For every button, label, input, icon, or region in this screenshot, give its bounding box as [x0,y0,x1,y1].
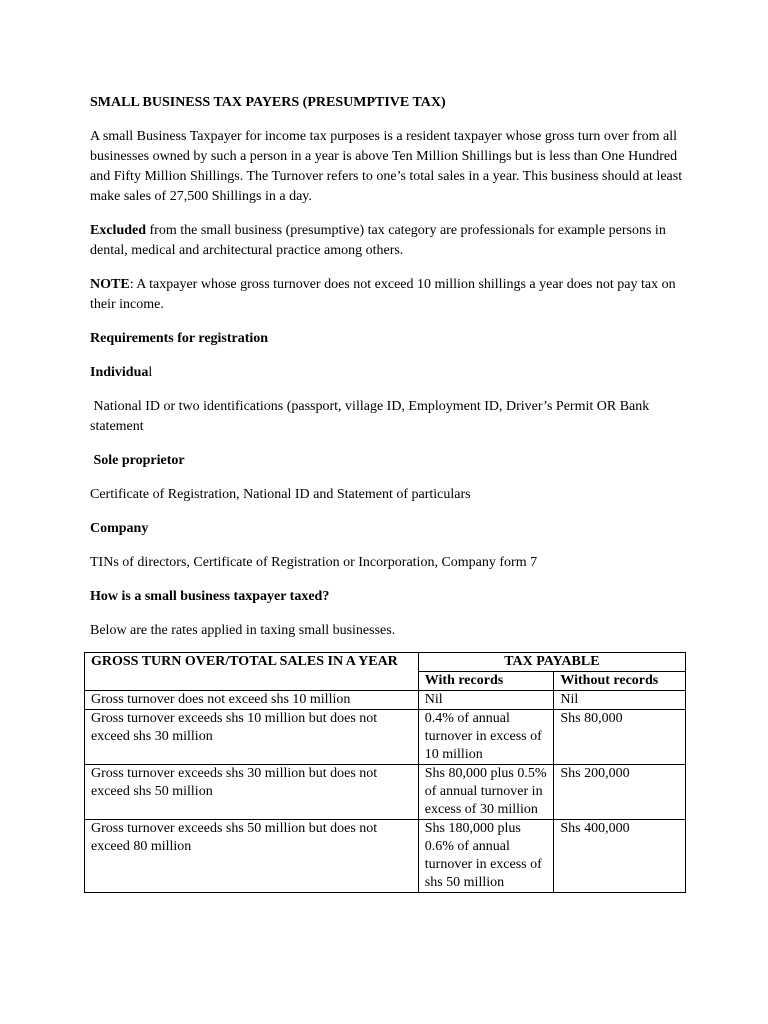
row-turnover: Gross turnover exceeds shs 50 million but does not exceed 80 million [85,820,419,893]
note-text: : A taxpayer whose gross turnover does not exceed 10 million shillings a year does not pay tax on their income. [90,277,676,312]
individual-heading: Individual [90,365,153,380]
excluded-lead: Excluded [90,223,147,238]
table-row [85,820,686,893]
tax-rates-table [84,652,686,893]
individual-text: National ID or two identifications (passport, village ID, Employment ID, Driver’s Permit OR Bank statement [90,399,653,434]
row-with-records: Shs 180,000 plus 0.6% of annual turnover in excess of shs 50 million [418,820,554,893]
row-without-records: Shs 80,000 [554,710,686,765]
header-without-records: Without records [554,672,686,691]
table-row [85,765,686,820]
table-header-row [85,653,686,672]
row-without-records: Nil [554,691,686,710]
excluded-text: from the small business (presumptive) tax category are professionals for example persons in dental, medical and architectural practice among others. [90,223,666,258]
intro-paragraph: A small Business Taxpayer for income tax purposes is a resident taxpayer whose gross turn over from all businesses owned by such a person in a year is above Ten Million Shillings but is less than One Hundred and Fifty Million Shillings. The Turnover refers to one’s total sales in a year. This business should at least make sales of 27,500 Shillings in a day. [90,129,683,204]
document-body [90,93,690,655]
row-turnover: Gross turnover does not exceed shs 10 million [85,691,419,710]
row-with-records: Shs 80,000 plus 0.5% of annual turnover in excess of 30 million [418,765,554,820]
row-without-records: Shs 400,000 [554,820,686,893]
row-turnover: Gross turnover exceeds shs 10 million but does not exceed shs 30 million [85,710,419,765]
table-row [85,710,686,765]
table-row [85,691,686,710]
row-with-records: Nil [418,691,554,710]
rates-intro: Below are the rates applied in taxing small businesses. [90,623,396,638]
how-taxed-heading: How is a small business taxpayer taxed? [90,589,330,604]
requirements-heading: Requirements for registration [90,331,269,346]
header-turnover: GROSS TURN OVER/TOTAL SALES IN A YEAR [85,653,419,691]
header-tax-payable: TAX PAYABLE [418,653,685,672]
sole-proprietor-heading: Sole proprietor [90,453,185,468]
excluded-paragraph [90,221,690,261]
sole-proprietor-text: Certificate of Registration, National ID and Statement of particulars [90,487,471,502]
company-text: TINs of directors, Certificate of Registration or Incorporation, Company form 7 [90,555,538,570]
company-heading: Company [90,521,149,536]
note-lead: NOTE [90,277,130,292]
row-with-records: 0.4% of annual turnover in excess of 10 million [418,710,554,765]
header-with-records: With records [418,672,554,691]
row-without-records: Shs 200,000 [554,765,686,820]
row-turnover: Gross turnover exceeds shs 30 million but does not exceed shs 50 million [85,765,419,820]
note-paragraph [90,275,690,315]
document-title: SMALL BUSINESS TAX PAYERS (PRESUMPTIVE TAX) [90,95,446,110]
